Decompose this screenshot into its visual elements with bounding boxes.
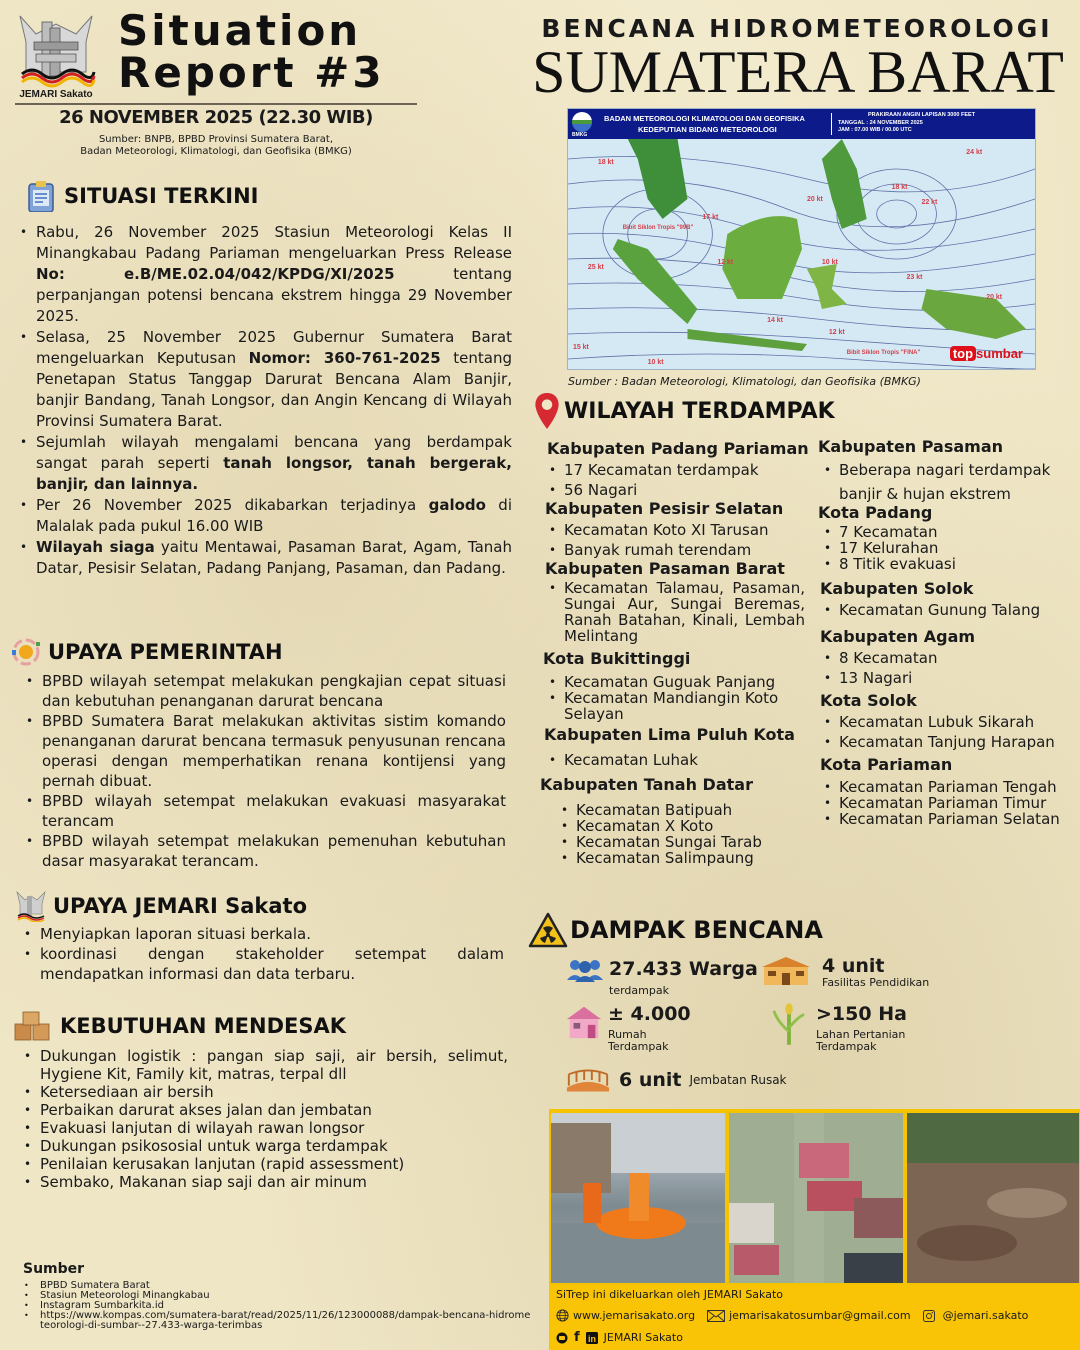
region-item: • Kecamatan Batipuah — [552, 802, 810, 818]
wind-streamline-map — [568, 139, 1035, 370]
region-item: • Kecamatan Tanjung Harapan — [815, 732, 1061, 752]
region-item: • Kecamatan Pariaman Selatan — [815, 811, 1077, 827]
section-situasi-terkini — [26, 180, 259, 212]
cyclone-99b-label: Bibit Siklon Tropis "99B" — [622, 224, 694, 232]
region-pesisir-selatan — [540, 498, 810, 560]
issued-by-text: SiTrep ini dikeluarkan oleh JEMARI Sakato — [556, 1288, 784, 1301]
people-group-icon — [565, 958, 605, 982]
bold-text: galodo — [428, 496, 486, 514]
region-item: • Kecamatan Pariaman Tengah — [815, 779, 1077, 795]
text: yaitu Mentawai, Pasaman Barat, Agam, Tanah Datar, Pesisir Selatan, Padang Panjang, Pasaman, dan Padang. — [36, 538, 513, 577]
region-lima-puluh-kota — [540, 724, 810, 770]
section-wilayah-terdampak — [534, 392, 835, 430]
lahan-label-1: Lahan Pertanian — [816, 1028, 906, 1041]
region-item: • Kecamatan Luhak — [540, 750, 810, 770]
sumber-link[interactable]: • https://www.kompas.com/sumatera-barat/read/2025/11/26/123000088/dampak-bencana-hidrometeorologi-di-sumbar--27.433-warga-terimbas — [22, 1311, 532, 1331]
upaya-pemerintah-title: UPAYA PEMERINTAH — [48, 640, 283, 664]
upaya-jemari-title: UPAYA JEMARI Sakato — [53, 894, 308, 918]
flash-flood-photo-icon — [907, 1113, 1079, 1283]
school-building-icon — [760, 955, 812, 987]
region-name: Kota Padang — [818, 503, 933, 522]
rumah-label-1: Rumah — [608, 1028, 647, 1041]
region-item: • Beberapa nagari terdampak banjir & hujan ekstrem — [815, 458, 1077, 506]
jemari-logo-small-icon — [15, 890, 47, 922]
region-item: • Kecamatan Mandiangin Koto Selayan — [540, 690, 810, 722]
bmkg-logo-icon — [572, 112, 592, 132]
stat-rumah-terdampak — [565, 1003, 691, 1053]
section-upaya-pemerintah — [10, 636, 283, 668]
region-name: Kabupaten Lima Puluh Kota — [544, 725, 795, 744]
jembatan-label: Jembatan Rusak — [689, 1073, 787, 1087]
region-item: • 13 Nagari — [815, 668, 1077, 688]
situasi-item — [18, 222, 512, 327]
sumber-item: • BPBD Sumatera Barat — [22, 1281, 532, 1291]
warga-value: 27.433 Warga — [609, 958, 758, 980]
svg-text:17 kt: 17 kt — [702, 213, 719, 222]
situasi-item — [18, 432, 512, 495]
jembatan-value: 6 unit — [619, 1069, 682, 1091]
svg-text:20 kt: 20 kt — [986, 293, 1003, 302]
rice-plant-icon — [772, 1003, 806, 1045]
text: Rabu, 26 November 2025 Stasiun Meteorologi Kelas II Minangkabau Padang Pariaman mengeluarkan Press Release — [36, 223, 512, 262]
sumber-title: Sumber — [23, 1261, 85, 1277]
house-icon — [565, 1003, 603, 1041]
stat-jembatan-rusak — [565, 1068, 787, 1092]
watermark-sumbar: sumbar — [976, 346, 1023, 361]
bold-text: Nomor: 360-761-2025 — [248, 349, 441, 367]
section-kebutuhan-mendesak — [12, 1010, 346, 1042]
region-item: • Kecamatan Salimpaung — [552, 850, 810, 866]
svg-text:20 kt: 20 kt — [806, 195, 823, 204]
report-date: 26 NOVEMBER 2025 (22.30 WIB) — [59, 107, 373, 128]
section-dampak-bencana — [528, 912, 823, 948]
region-bukittinggi — [540, 648, 810, 722]
social-name-text: JEMARI Sakato — [603, 1331, 683, 1344]
svg-text:22 kt: 22 kt — [921, 198, 938, 207]
map-org-line-1: BADAN METEOROLOGI KLIMATOLOGI DAN GEOFISIKA — [604, 114, 805, 123]
photo-flash-flood — [907, 1113, 1079, 1283]
rumah-value: ± 4.000 — [608, 1003, 691, 1025]
globe-icon — [556, 1309, 569, 1322]
hazard-warning-icon — [528, 912, 568, 948]
dampak-title: DAMPAK BENCANA — [570, 916, 823, 944]
svg-text:24 kt: 24 kt — [966, 148, 983, 157]
text: Sejumlah wilayah mengalami bencana yang berdampak sangat parah seperti — [36, 433, 512, 472]
upaya-pemerintah-item: • BPBD wilayah setempat melakukan pengkajian cepat situasi dan kebutuhan penanganan darurat bencana — [24, 671, 506, 711]
stat-lahan-pertanian — [772, 1003, 907, 1053]
svg-text:25 kt: 25 kt — [587, 263, 604, 272]
footer-issued-by — [556, 1288, 783, 1301]
facebook-icon[interactable]: f — [574, 1330, 580, 1345]
bold-text: No: e.B/ME.02.04/042/KPDG/XI/2025 — [36, 265, 395, 283]
map-caption: Sumber : Badan Meteorologi, Klimatologi, dan Geofisika (BMKG) — [568, 375, 921, 388]
region-kabupaten-solok — [815, 578, 1077, 620]
region-kota-padang — [815, 502, 1077, 572]
kebutuhan-item: • Ketersediaan air bersih — [22, 1083, 508, 1101]
instagram-icon — [923, 1310, 935, 1322]
email-link[interactable] — [707, 1309, 911, 1322]
region-item: • 17 Kecamatan terdampak — [540, 460, 810, 480]
website-link[interactable] — [556, 1309, 695, 1322]
map-pin-icon — [534, 392, 560, 430]
svg-text:14 kt: 14 kt — [767, 316, 784, 325]
kebutuhan-item: • Dukungan logistik : pangan siap saji, air bersih, selimut, Hygiene Kit, Family kit, matras, terpal dll — [22, 1047, 508, 1083]
warga-label: terdampak — [609, 984, 669, 997]
kebutuhan-item: • Perbaikan darurat akses jalan dan jembatan — [22, 1101, 508, 1119]
stat-warga-terdampak — [565, 958, 758, 997]
situasi-item — [18, 327, 512, 432]
bmkg-logo-label: BMKG — [572, 132, 588, 138]
situasi-item — [18, 495, 512, 537]
region-item: • 17 Kelurahan — [815, 540, 1077, 556]
region-item: • Kecamatan Lubuk Sikarah — [815, 712, 1061, 732]
header-divider — [15, 103, 417, 105]
region-name: Kabupaten Pasaman Barat — [545, 559, 785, 578]
region-name: Kota Solok — [820, 691, 917, 710]
region-pasaman — [815, 436, 1077, 506]
situasi-title: SITUASI TERKINI — [64, 184, 259, 208]
disaster-photo-strip — [549, 1109, 1080, 1285]
map-date: TANGGAL : 24 NOVEMBER 2025 — [838, 120, 923, 126]
bridge-icon — [565, 1068, 611, 1092]
svg-text:in: in — [587, 1333, 596, 1344]
map-org-line-2: KEDEPUTIAN BIDANG METEOROLOGI — [638, 125, 777, 134]
svg-text:18 kt: 18 kt — [597, 158, 614, 167]
cyclone-fina-label: Bibit Siklon Tropis "FINA" — [846, 349, 921, 357]
source-line-2: Badan Meteorologi, Klimatologi, dan Geofisika (BMKG) — [80, 146, 352, 157]
region-item: • Kecamatan Talamau, Pasaman, Sungai Aur, Sungai Beremas, Ranah Batahan, Kinali, Lembah Melintang — [540, 580, 805, 644]
region-item: • 8 Kecamatan — [815, 648, 1077, 668]
government-effort-icon — [10, 636, 42, 668]
svg-text:10 kt: 10 kt — [647, 358, 664, 367]
region-name: Kota Pariaman — [820, 755, 953, 774]
source-line-1: Sumber: BNPB, BPBD Provinsi Sumatera Barat, — [98, 134, 334, 145]
upaya-pemerintah-list — [24, 671, 506, 871]
aerial-flood-photo-icon — [729, 1113, 903, 1283]
sumber-list — [22, 1281, 532, 1331]
situasi-list — [18, 222, 512, 579]
svg-text:10 kt: 10 kt — [821, 258, 838, 267]
wilayah-column-right — [815, 436, 1077, 829]
photo-aerial-flood — [729, 1113, 903, 1283]
svg-text:12 kt: 12 kt — [828, 328, 845, 337]
map-time: JAM : 07.00 WIB / 00.00 UTC — [838, 127, 912, 133]
region-name: Kabupaten Agam — [820, 627, 976, 646]
pendidikan-label: Fasilitas Pendidikan — [822, 976, 930, 989]
logo-text: JEMARI Sakato — [19, 89, 93, 100]
region-kota-solok — [815, 690, 1077, 752]
region-item: • Kecamatan Guguak Panjang — [540, 674, 810, 690]
title-line-2: Report #3 — [118, 48, 385, 97]
region-item: • Banyak rumah terendam — [540, 540, 810, 560]
pendidikan-value: 4 unit — [822, 955, 885, 977]
text: tentang perpanjangan potensi bencana ekstrem hingga 29 November 2025. — [36, 265, 512, 325]
instagram-text: @jemari.sakato — [942, 1309, 1029, 1322]
lahan-label-2: Terdampak — [816, 1040, 877, 1053]
region-agam — [815, 626, 1077, 688]
text: tentang Penetapan Status Tanggap Darurat Bencana Alam Banjir, banjir Bandang, Tanah Longsor, dan Angin Kencang di Wilayah Provinsi Sumatera Barat. — [36, 349, 512, 430]
upaya-jemari-list — [22, 924, 504, 984]
region-item: • Kecamatan Pariaman Timur — [815, 795, 1077, 811]
map-header — [568, 109, 1035, 139]
region-padang-pariaman — [540, 438, 810, 500]
report-title — [118, 6, 385, 97]
sumber-item: • Instagram Sumbarkita.id — [22, 1301, 532, 1311]
text: di Malalak pada pukul 16.00 WIB — [36, 496, 512, 535]
lahan-value: >150 Ha — [816, 1003, 907, 1025]
region-tanah-datar — [540, 774, 810, 866]
stat-fasilitas-pendidikan — [760, 955, 929, 989]
footer-contacts — [556, 1309, 1028, 1322]
upaya-jemari-item: • koordinasi dengan stakeholder setempat dalam mendapatkan informasi dan data terbaru. — [22, 944, 504, 984]
clipboard-report-icon — [26, 180, 58, 212]
website-text: www.jemarisakato.org — [573, 1309, 696, 1322]
rumah-label-2: Terdampak — [608, 1040, 669, 1053]
kebutuhan-item: • Dukungan psikososial untuk warga terdampak — [22, 1137, 508, 1155]
disaster-type-title: BENCANA HIDROMETEOROLOGI — [541, 14, 1053, 43]
jemari-sakato-logo — [16, 12, 96, 100]
region-item: • Kecamatan X Koto — [552, 818, 810, 834]
rescue-team-photo-icon — [551, 1113, 725, 1283]
bmkg-wind-map — [567, 108, 1036, 370]
region-item: • Kecamatan Sungai Tarab — [552, 834, 810, 850]
region-name: Kabupaten Padang Pariaman — [547, 439, 809, 458]
wilayah-title: WILAYAH TERDAMPAK — [564, 398, 835, 424]
region-kota-pariaman — [815, 754, 1077, 827]
sumber-item: • Stasiun Meteorologi Minangkabau — [22, 1291, 532, 1301]
kebutuhan-list — [22, 1047, 508, 1191]
instagram-link[interactable] — [923, 1309, 1029, 1322]
bold-text: Wilayah siaga — [36, 538, 155, 556]
region-title: SUMATERA BARAT — [532, 39, 1064, 105]
kebutuhan-item: • Sembako, Makanan siap saji dan air minum — [22, 1173, 508, 1191]
region-item: • 56 Nagari — [540, 480, 810, 500]
rumah-gadang-logo-icon — [16, 12, 96, 88]
region-item: • Kecamatan Gunung Talang — [815, 600, 1077, 620]
section-upaya-jemari — [15, 890, 307, 922]
upaya-jemari-item: • Menyiapkan laporan situasi berkala. — [22, 924, 504, 944]
region-pasaman-barat — [540, 558, 810, 644]
svg-text:15 kt: 15 kt — [572, 343, 589, 352]
upaya-pemerintah-item: • BPBD wilayah setempat melakukan evakuasi masyarakat terancam — [24, 791, 506, 831]
linkedin-icon[interactable] — [586, 1332, 598, 1344]
kebutuhan-item: • Penilaian kerusakan lanjutan (rapid assessment) — [22, 1155, 508, 1173]
topsumbar-watermark — [950, 346, 1023, 361]
wilayah-column-left — [540, 438, 810, 868]
svg-text:18 kt: 18 kt — [891, 183, 908, 192]
region-name: Kota Bukittinggi — [543, 649, 691, 668]
svg-text:12 kt: 12 kt — [717, 258, 734, 267]
svg-text:23 kt: 23 kt — [906, 273, 923, 282]
region-name: Kabupaten Tanah Datar — [540, 775, 753, 794]
region-item: • 7 Kecamatan — [815, 524, 1077, 540]
region-name: Kabupaten Solok — [820, 579, 974, 598]
upaya-pemerintah-item: • BPBD wilayah setempat melakukan pemenuhan kebutuhan dasar masyarakat terancam. — [24, 831, 506, 871]
envelope-icon — [707, 1310, 725, 1322]
header-sources — [15, 134, 417, 158]
region-name: Kabupaten Pasaman — [818, 437, 1004, 456]
watermark-top: top — [950, 346, 976, 361]
upaya-pemerintah-item: • BPBD Sumatera Barat melakukan aktivitas sistim komando penanganan darurat bencana termasuk penyusunan rencana operasi dengan memperhatikan renana kontijensi yang pernah dibuat. — [24, 711, 506, 791]
footer — [549, 1285, 1080, 1350]
map-header-divider — [831, 113, 832, 135]
text: Per 26 November 2025 dikabarkan terjadinya — [36, 496, 429, 514]
kebutuhan-title: KEBUTUHAN MENDESAK — [60, 1014, 347, 1038]
map-forecast-title: PRAKIRAAN ANGIN LAPISAN 3000 FEET — [868, 112, 976, 118]
supply-boxes-icon — [12, 1010, 54, 1042]
title-line-1: Situation — [118, 6, 362, 55]
text: Selasa, 25 November 2025 Gubernur Sumatera Barat mengeluarkan Keputusan — [36, 328, 512, 367]
region-item: • Kecamatan Koto XI Tarusan — [540, 520, 810, 540]
email-text: jemarisakatosumbar@gmail.com — [729, 1309, 911, 1322]
situasi-item — [18, 537, 512, 579]
photo-rescue-flood — [551, 1113, 725, 1283]
footer-social — [556, 1330, 683, 1345]
region-item: • 8 Titik evakuasi — [815, 556, 1077, 572]
youtube-icon[interactable] — [556, 1332, 568, 1344]
bold-text: tanah longsor, tanah bergerak, banjir, dan lainnya. — [36, 454, 512, 493]
kebutuhan-item: • Evakuasi lanjutan di wilayah rawan longsor — [22, 1119, 508, 1137]
region-name: Kabupaten Pesisir Selatan — [545, 499, 784, 518]
